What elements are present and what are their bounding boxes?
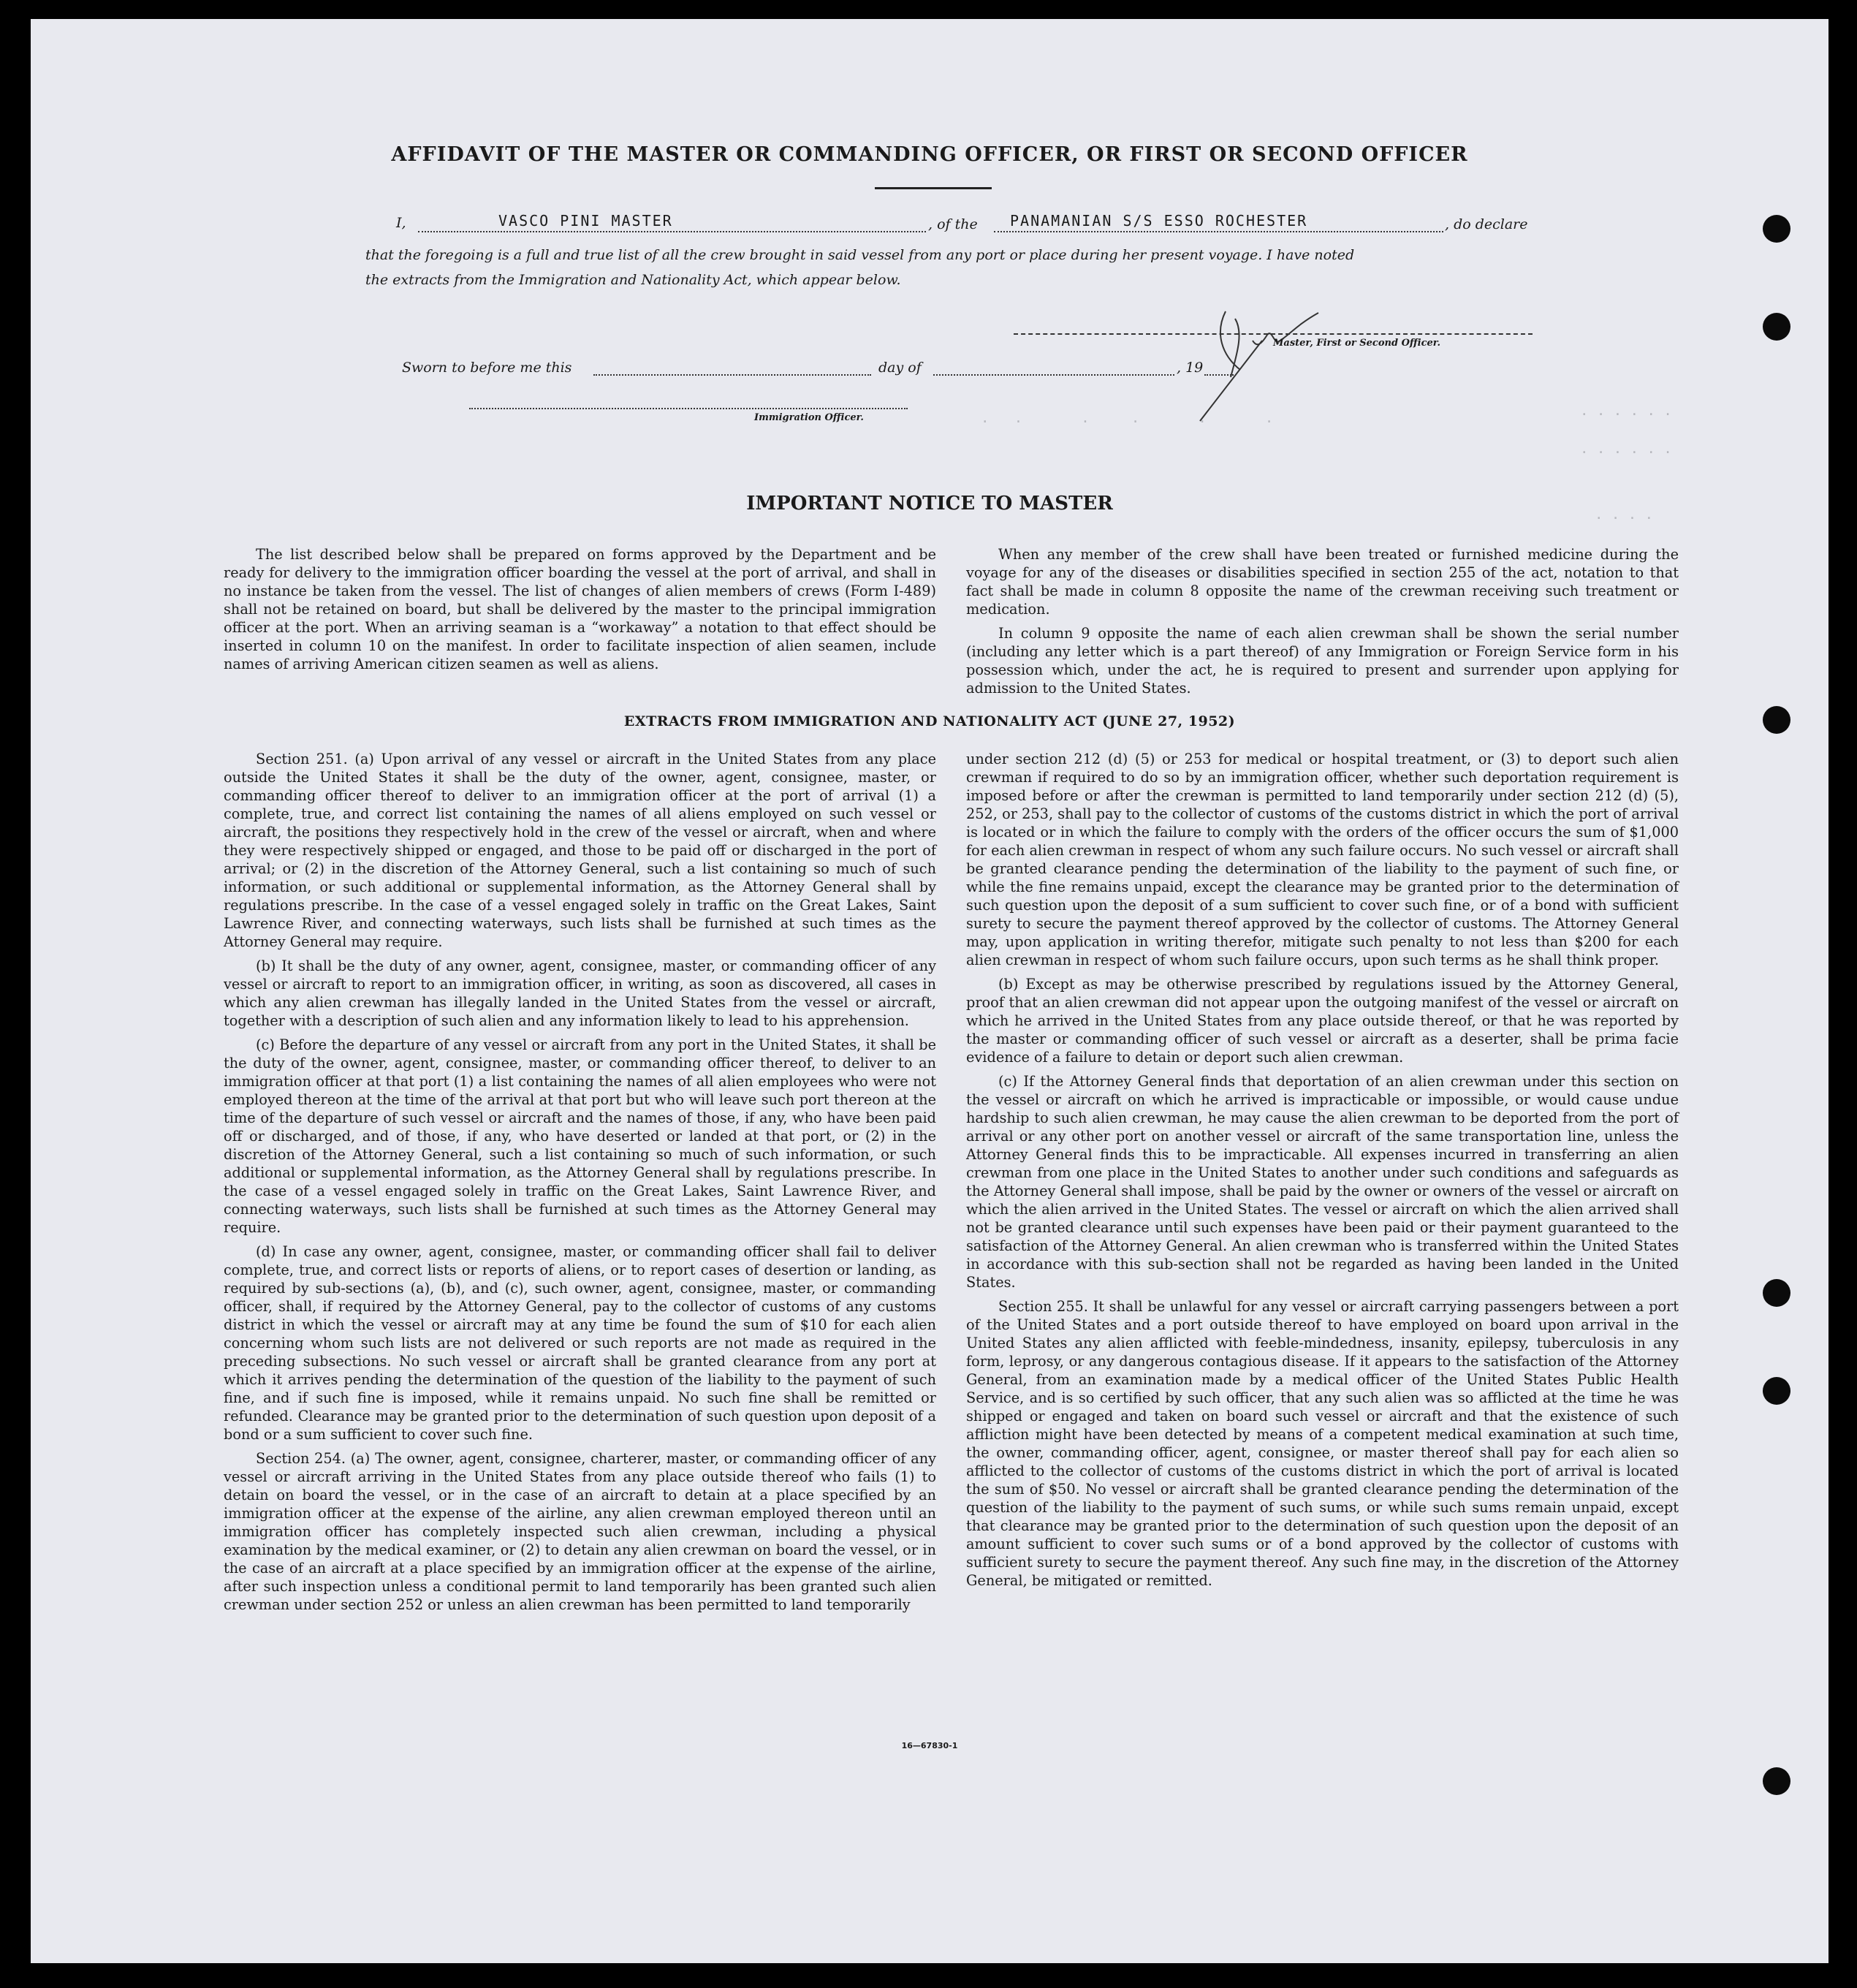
extract-paragraph: (d) In case any owner, agent, consignee, master, or commanding officer shall fail to deliver complete, true, and correct lists or reports of aliens, or to report cases of desertion or landing, as required by sub-sections (a), (b), and (c), such owner, agent, consignee, master, or commanding officer, shall, if required by the Attorney General, pay to the collector of customs of any customs district in which the vessel or aircraft may at any time be found the sum of $10 for each alien concerning whom such lists are not delivered or such reports are not made as required in the preceding subsections. No such vessel or aircraft shall be granted clearance from any port at which it arrives pending the determination of the question of the liability to the payment of such fine, and if such fine is imposed, while it remains unpaid. No such fine shall be remitted or refunded. Clearance may be granted prior to the determination of such question upon deposit of a bond or a sum sufficient to cover such fine. [224,1243,936,1443]
bleed-through-mark: · · · · · · [1580,406,1672,422]
signature-line [1014,333,1533,335]
signature-caption: Master, First or Second Officer. [1273,338,1440,349]
declarant-name: VASCO PINI MASTER [498,212,673,229]
sworn-month-line [933,374,1174,376]
extract-paragraph: Section 255. It shall be unlawful for any vessel or aircraft carrying passengers between a port of the United States and a port outside thereof to have employed on board upon arrival in the United States any alien afflicted with feeble-mindedness, insanity, epilepsy, tuberculosis in any form, leprosy, or any dangerous contagious disease. If it appears to the satisfaction of the Attorney General, from an examination made by a medical officer of the United States Public Health Service, and is so certified by such officer, that any such alien was so afflicted at the time he was shipped or engaged and taken on board such vessel or aircraft and that the existence of such affliction might have been detected by means of a competent medical examination at such time, the owner, commanding officer, agent, consignee, or master thereof shall pay for each alien so afflicted to the collector of customs of the customs district in which the port of arrival is located the sum of $50. No vessel or aircraft shall be granted clearance pending the determination of the question of the liability to the payment of such sums, or while such sums remain unpaid, except that clearance may be granted prior to the determination of such question upon the deposit of an amount sufficient to cover such sums or of a bond approved by the collector of customs with sufficient surety to secure the payment thereof. Any such fine may, in the discretion of the Attorney General, be mitigated or remitted. [966,1298,1679,1589]
extract-paragraph: Section 254. (a) The owner, agent, consignee, charterer, master, or commanding officer of any vessel or aircraft arriving in the United States from any place outside thereof who fails (1) to detain on board the vessel, or in the case of an aircraft to detain at a place specified by an immigration officer at the expense of the airline, any alien crewman employed thereon until an immigration officer has completely inspected such alien crewman, including a physical examination by the medical examiner, or (2) to detain any alien crewman on board the vessel, or in the case of an aircraft at a place specified by an immigration officer at the expense of the airline, after such inspection unless a conditional permit to land temporarily has been granted such alien crewman under section 252 or unless an alien crewman has been permitted to land temporarily [224,1450,936,1613]
declaration-prefix: I, [396,215,406,231]
extract-paragraph: under section 212 (d) (5) or 253 for medical or hospital treatment, or (3) to deport such alien crewman if required to do so by an immigration officer, whether such deportation requirement is imposed before or after the crewman is permitted to land temporarily under section 212 (d) (5), 252, or 253, shall pay to the collector of customs of the customs district in which the port of arrival is located or in which the failure to comply with the orders of the officer occurs the sum of $1,000 for each alien crewman in respect of whom any such failure occurs. No such vessel or aircraft shall be granted clearance pending the determination of the liability to the payment of such fine, or while the fine remains unpaid, except the clearance may be granted prior to the determination of such question upon the deposit of a sum sufficient to cover such fine, or of a bond with sufficient surety to secure the payment thereof approved by the collector of customs. The Attorney General may, upon application in writing therefor, mitigate such penalty to not less than $200 for each alien crewman in respect of whom such failure occurs, upon such terms as he shall think proper. [966,751,1679,968]
year-label: , 19 [1177,360,1204,376]
binder-hole [1763,1767,1790,1795]
binder-hole [1763,313,1790,341]
declaration-line-3: the extracts from the Immigration and Nationality Act, which appear below. [365,272,901,288]
binder-hole [1763,215,1790,243]
form-number: 16—67830-1 [901,1741,958,1750]
day-of-label: day of [878,360,922,376]
notice-right-column [966,545,1679,703]
bleed-through-mark: · · · · [1595,510,1654,526]
of-the-label: , of the [928,216,978,232]
notice-left-paragraph: The list described below shall be prepared on forms approved by the Department and be ready for delivery to the immigration officer boarding the vessel at the port of arrival, and shall in no instance be taken from the vessel. The list of changes of alien members of crews (Form I-489) shall not be retained on board, but shall be delivered by the master to the principal immigration officer at the port. When an arriving seaman is a “workaway” a notation to that effect should be inserted in column 10 on the manifest. In order to facilitate inspection of alien seamen, include names of arriving American citizen seamen as well as aliens. [224,546,936,672]
extract-paragraph: (c) If the Attorney General finds that deportation of an alien crewman under this section on the vessel or aircraft on which he arrived is impracticable or impossible, or would cause undue hardship to such alien crewman, he may cause the alien crewman to be deported from the port of arrival or any other port on another vessel or aircraft of the same transportation line, unless the Attorney General finds this to be impracticable. All expenses incurred in transferring an alien crewman from one place in the United States to another under such conditions and safeguards as the Attorney General shall impose, shall be paid by the owner or owners of the vessel or aircraft on which the alien arrived in the United States. The vessel or aircraft on which the alien arrived shall not be granted clearance until such expenses have been paid or their payment guaranteed to the satisfaction of the Attorney General. An alien crewman who is transferred within the United States in accordance with this sub-section shall not be regarded as having been landed in the United States. [966,1073,1679,1291]
notice-title: IMPORTANT NOTICE TO MASTER [746,493,1113,515]
year-line [1204,374,1234,376]
extracts-title: EXTRACTS FROM IMMIGRATION AND NATIONALITY ACT (JUNE 27, 1952) [623,713,1236,729]
sworn-label: Sworn to before me this [402,360,572,376]
sworn-day-line [593,374,871,376]
name-line [418,231,926,232]
do-declare-label: , do declare [1445,216,1528,232]
immigration-officer-caption: Immigration Officer. [754,412,864,423]
binder-hole [1763,1377,1790,1405]
extract-paragraph: Section 251. (a) Upon arrival of any vessel or aircraft in the United States from any place outside the United States it shall be the duty of the owner, agent, consignee, master, or commanding officer thereof to deliver to an immigration officer at the port of arrival (1) a complete, true, and correct list containing the names of all aliens employed on such vessel or aircraft, the positions they respectively hold in the crew of the vessel or aircraft, when and where they were respectively shipped or engaged, and those to be paid off or discharged in the port of arrival; or (2) in the discretion of the Attorney General, such a list containing so much of such information, or such additional or supplemental information, as the Attorney General shall by regulations prescribe. In the case of a vessel engaged solely in traffic on the Great Lakes, Saint Lawrence River, and connecting waterways, such lists shall be furnished at such times as the Attorney General may require. [224,751,936,950]
extract-paragraph: (c) Before the departure of any vessel or aircraft from any port in the United States, it shall be the duty of the owner, agent, consignee, master, or commanding officer thereof, to deliver to an immigration officer at that port (1) a list containing the names of all alien employees who were not employed thereon at the time of the arrival at that port but who will leave such port thereon at the time of the departure of such vessel or aircraft and the names of those, if any, who have been paid off or discharged, and of those, if any, who have deserted or landed at that port, or (2) in the discretion of the Attorney General, such a list containing so much of such information, or such additional or supplemental information, as the Attorney General shall by regulations prescribe. In the case of a vessel engaged solely in traffic on the Great Lakes, Saint Lawrence River, and connecting waterways, such lists shall be furnished at such times as the Attorney General may require. [224,1036,936,1236]
declaration-line-2: that the foregoing is a full and true list of all the crew brought in said vessel from any port or place during her present voyage. I have noted [365,247,1355,263]
document-page [31,19,1828,1963]
vessel-name: PANAMANIAN S/S ESSO ROCHESTER [1010,212,1308,229]
notice-right-paragraph-2: In column 9 opposite the name of each alien crewman shall be shown the serial number (including any letter which is a part thereof) of any Immigration or Foreign Service form in his possession which, under the act, he is required to present and surrender upon applying for admission to the United States. [966,625,1679,697]
extracts-left-column [224,750,936,1620]
immigration-officer-line [469,408,908,409]
extracts-right-column [966,750,1679,1596]
affidavit-title: AFFIDAVIT OF THE MASTER OR COMMANDING OFFICER, OR FIRST OR SECOND OFFICER [391,143,1468,166]
bleed-through-mark: . . . . . . [981,410,1274,426]
title-rule [875,187,992,189]
notice-right-paragraph-1: When any member of the crew shall have been treated or furnished medicine during the voyage for any of the diseases or disabilities specified in section 255 of the act, notation to that fact shall be made in column 8 opposite the name of the crewman receiving such treatment or medication. [966,546,1679,618]
extract-paragraph: (b) Except as may be otherwise prescribed by regulations issued by the Attorney General, proof that an alien crewman did not appear upon the outgoing manifest of the vessel or aircraft on which he arrived in the United States from any place outside thereof, or that he was reported by the master or commanding officer of such vessel or aircraft as a deserter, shall be prima facie evidence of a failure to detain or deport such alien crewman. [966,976,1679,1066]
master-signature [1185,289,1492,436]
binder-hole [1763,1279,1790,1307]
extract-paragraph: (b) It shall be the duty of any owner, agent, consignee, master, or commanding officer of any vessel or aircraft to report to an immigration officer, in writing, as soon as discovered, all cases in which any alien crewman has illegally landed in the United States from the vessel or aircraft, together with a description of such alien and any information likely to lead to his apprehension. [224,957,936,1029]
vessel-line [994,231,1443,232]
bleed-through-mark: · · · · · · [1580,444,1672,460]
notice-left-column [224,545,936,679]
